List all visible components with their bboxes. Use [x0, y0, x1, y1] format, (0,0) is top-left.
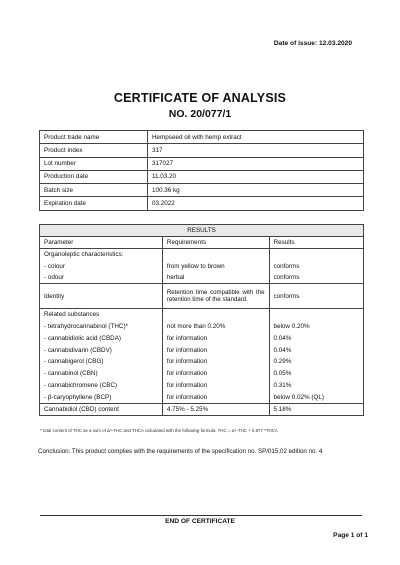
product-value: 317 — [148, 144, 364, 157]
product-info-table — [39, 130, 364, 211]
product-row — [40, 131, 364, 144]
parameter-cell: Identity — [40, 284, 163, 309]
product-label: Expiration date — [40, 197, 148, 210]
related-substances-title-row — [40, 309, 364, 321]
organoleptic-title: Organoleptic characteristics: — [40, 249, 163, 261]
result-cell: conforms — [269, 284, 363, 309]
requirement-cell: for information — [162, 391, 269, 403]
product-value: 100.36 kg — [148, 184, 364, 197]
parameter-cell: - odour — [40, 272, 163, 284]
certificate-number: NO. 20/077/1 — [168, 108, 232, 120]
table-row — [40, 332, 364, 344]
requirement-cell: for information — [162, 332, 269, 344]
parameter-cell: - colour — [40, 260, 163, 272]
identity-row — [40, 284, 364, 309]
product-row — [40, 184, 364, 197]
result-cell: below 0.20% — [269, 321, 363, 333]
result-cell: 0.05% — [269, 368, 363, 380]
result-cell: 0.31% — [269, 380, 363, 392]
table-row — [40, 260, 364, 272]
product-label: Production date — [40, 170, 148, 183]
results-header-row — [40, 225, 364, 237]
table-row — [40, 321, 364, 333]
requirement-cell: Retention time compatible with the retention time of the standard. — [162, 284, 269, 309]
parameter-cell: - cannabinol (CBN) — [40, 368, 163, 380]
requirement-cell: from yellow to brown — [162, 260, 269, 272]
column-header-row — [40, 237, 364, 249]
product-row — [40, 170, 364, 183]
product-value: 317027 — [148, 157, 364, 170]
product-value: 03.2022 — [148, 197, 364, 210]
product-row — [40, 144, 364, 157]
table-row — [40, 391, 364, 403]
related-substances-title: Related substances — [40, 309, 163, 321]
table-row — [40, 344, 364, 356]
result-cell: conforms — [269, 272, 363, 284]
product-value: Hempseed oil with hemp extract — [148, 131, 364, 144]
conclusion-text: Conclusion: This product complies with the requirements of the specification no. SP/015.02 edition no. 4 — [38, 448, 323, 455]
page-number: Page 1 of 1 — [333, 532, 368, 539]
requirement-cell: for information — [162, 344, 269, 356]
result-cell: 0.29% — [269, 356, 363, 368]
table-row — [40, 368, 364, 380]
requirement-cell: for information — [162, 356, 269, 368]
results-table — [39, 224, 364, 416]
issue-date: Date of issue: 12.03.2020 — [273, 40, 352, 47]
parameter-cell: - cannabidiolic acid (CBDA) — [40, 332, 163, 344]
organoleptic-title-row — [40, 249, 364, 261]
parameter-cell: - cannabichromene (CBC) — [40, 380, 163, 392]
result-cell: 0.04% — [269, 344, 363, 356]
product-label: Batch size — [40, 184, 148, 197]
result-cell: 5.18% — [269, 403, 363, 415]
requirement-cell: for information — [162, 368, 269, 380]
parameter-cell: - cannabidivarin (CBDV) — [40, 344, 163, 356]
end-of-certificate: END OF CERTIFICATE — [165, 518, 235, 525]
results-heading: RESULTS — [40, 225, 364, 237]
column-header-parameter: Parameter — [40, 237, 163, 249]
document-title: CERTIFICATE OF ANALYSIS — [113, 91, 287, 105]
product-label: Product index — [40, 144, 148, 157]
table-row — [40, 380, 364, 392]
cbd-content-row — [40, 403, 364, 415]
parameter-cell: - cannabigerol (CBG) — [40, 356, 163, 368]
requirement-cell: herbal — [162, 272, 269, 284]
requirement-cell: 4.75% - 5.25% — [162, 403, 269, 415]
thc-footnote: * total content of THC as a sum of Δ⁹-THC and THCA calculated with the following formula: THC = Δ⁹-THC + 0.877 *THCA — [40, 428, 278, 433]
table-row — [40, 272, 364, 284]
parameter-cell: - β-caryophyllene (BCP) — [40, 391, 163, 403]
product-row — [40, 157, 364, 170]
result-cell: below 0.02% (QL) — [269, 391, 363, 403]
product-value: 11.03.20 — [148, 170, 364, 183]
product-row — [40, 197, 364, 210]
end-divider — [40, 515, 362, 516]
result-cell: conforms — [269, 260, 363, 272]
requirement-cell: for information — [162, 380, 269, 392]
parameter-cell: Cannabidiol (CBD) content — [40, 403, 163, 415]
result-cell: 0.04% — [269, 332, 363, 344]
column-header-results: Results — [269, 237, 363, 249]
product-label: Lot number — [40, 157, 148, 170]
product-label: Product trade name — [40, 131, 148, 144]
parameter-cell: - tetrahydrocannabinol (THC)* — [40, 321, 163, 333]
column-header-requirements: Requirements — [162, 237, 269, 249]
table-row — [40, 356, 364, 368]
requirement-cell: not more than 0.20% — [162, 321, 269, 333]
